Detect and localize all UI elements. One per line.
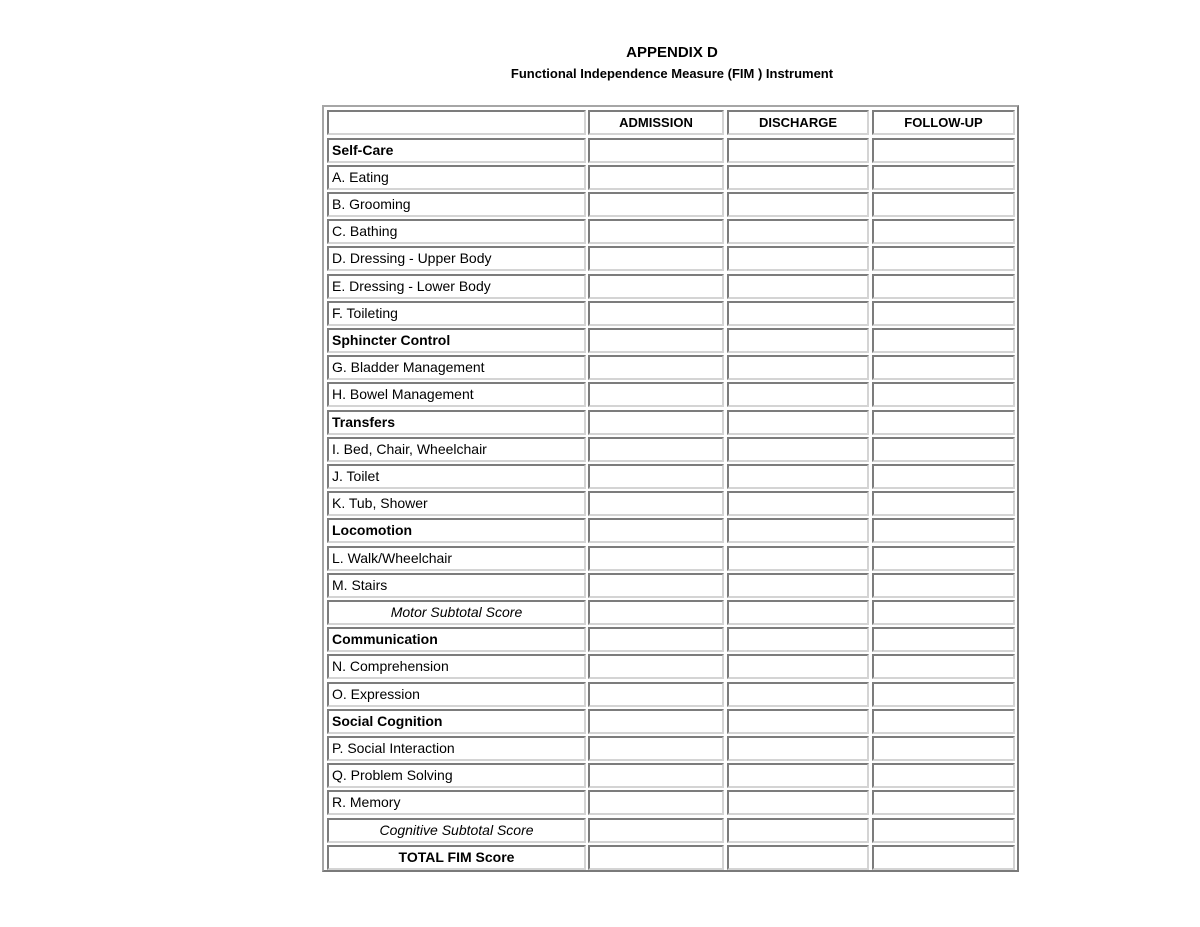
page-subtitle: Functional Independence Measure (FIM ) Instrument [510, 66, 834, 81]
follow-up-score-cell[interactable] [872, 165, 1015, 190]
admission-score-cell[interactable] [588, 491, 724, 516]
discharge-score-cell[interactable] [727, 518, 869, 543]
admission-score-cell[interactable] [588, 246, 724, 271]
admission-score-cell[interactable] [588, 654, 724, 679]
admission-score-cell[interactable] [588, 600, 724, 625]
follow-up-score-cell[interactable] [872, 246, 1015, 271]
discharge-score-cell[interactable] [727, 165, 869, 190]
item-label: P. Social Interaction [327, 736, 586, 761]
follow-up-score-cell[interactable] [872, 600, 1015, 625]
header-follow-up: FOLLOW-UP [872, 110, 1015, 135]
section-label: Social Cognition [327, 709, 586, 734]
follow-up-score-cell[interactable] [872, 355, 1015, 380]
admission-score-cell[interactable] [588, 382, 724, 407]
follow-up-score-cell[interactable] [872, 491, 1015, 516]
admission-score-cell[interactable] [588, 192, 724, 217]
section-label: Communication [327, 627, 586, 652]
follow-up-score-cell[interactable] [872, 573, 1015, 598]
total-label: TOTAL FIM Score [327, 845, 586, 870]
admission-score-cell[interactable] [588, 437, 724, 462]
follow-up-score-cell[interactable] [872, 437, 1015, 462]
admission-score-cell[interactable] [588, 709, 724, 734]
section-label: Sphincter Control [327, 328, 586, 353]
item-label: L. Walk/Wheelchair [327, 546, 586, 571]
section-label: Transfers [327, 410, 586, 435]
follow-up-score-cell[interactable] [872, 219, 1015, 244]
follow-up-score-cell[interactable] [872, 274, 1015, 299]
discharge-score-cell[interactable] [727, 763, 869, 788]
admission-score-cell[interactable] [588, 355, 724, 380]
subtotal-label: Cognitive Subtotal Score [327, 818, 586, 843]
follow-up-score-cell[interactable] [872, 682, 1015, 707]
discharge-score-cell[interactable] [727, 654, 869, 679]
discharge-score-cell[interactable] [727, 464, 869, 489]
follow-up-score-cell[interactable] [872, 709, 1015, 734]
item-label: J. Toilet [327, 464, 586, 489]
item-label: D. Dressing - Upper Body [327, 246, 586, 271]
follow-up-score-cell[interactable] [872, 410, 1015, 435]
discharge-score-cell[interactable] [727, 491, 869, 516]
admission-score-cell[interactable] [588, 790, 724, 815]
discharge-score-cell[interactable] [727, 328, 869, 353]
admission-score-cell[interactable] [588, 410, 724, 435]
item-label: I. Bed, Chair, Wheelchair [327, 437, 586, 462]
discharge-score-cell[interactable] [727, 600, 869, 625]
item-label: F. Toileting [327, 301, 586, 326]
discharge-score-cell[interactable] [727, 736, 869, 761]
item-label: B. Grooming [327, 192, 586, 217]
admission-score-cell[interactable] [588, 464, 724, 489]
admission-score-cell[interactable] [588, 274, 724, 299]
follow-up-score-cell[interactable] [872, 818, 1015, 843]
admission-score-cell[interactable] [588, 627, 724, 652]
follow-up-score-cell[interactable] [872, 845, 1015, 870]
item-label: A. Eating [327, 165, 586, 190]
section-label: Locomotion [327, 518, 586, 543]
header-admission: ADMISSION [588, 110, 724, 135]
discharge-score-cell[interactable] [727, 246, 869, 271]
discharge-score-cell[interactable] [727, 573, 869, 598]
discharge-score-cell[interactable] [727, 410, 869, 435]
discharge-score-cell[interactable] [727, 818, 869, 843]
header-cell-blank [327, 110, 586, 135]
follow-up-score-cell[interactable] [872, 627, 1015, 652]
discharge-score-cell[interactable] [727, 627, 869, 652]
item-label: C. Bathing [327, 219, 586, 244]
discharge-score-cell[interactable] [727, 682, 869, 707]
item-label: K. Tub, Shower [327, 491, 586, 516]
discharge-score-cell[interactable] [727, 138, 869, 163]
admission-score-cell[interactable] [588, 682, 724, 707]
follow-up-score-cell[interactable] [872, 328, 1015, 353]
follow-up-score-cell[interactable] [872, 518, 1015, 543]
admission-score-cell[interactable] [588, 546, 724, 571]
page-title: APPENDIX D [626, 44, 718, 61]
section-label: Self-Care [327, 138, 586, 163]
follow-up-score-cell[interactable] [872, 736, 1015, 761]
item-label: G. Bladder Management [327, 355, 586, 380]
admission-score-cell[interactable] [588, 518, 724, 543]
admission-score-cell[interactable] [588, 165, 724, 190]
discharge-score-cell[interactable] [727, 219, 869, 244]
follow-up-score-cell[interactable] [872, 192, 1015, 217]
admission-score-cell[interactable] [588, 219, 724, 244]
admission-score-cell[interactable] [588, 845, 724, 870]
item-label: M. Stairs [327, 573, 586, 598]
discharge-score-cell[interactable] [727, 192, 869, 217]
discharge-score-cell[interactable] [727, 546, 869, 571]
item-label: Q. Problem Solving [327, 763, 586, 788]
admission-score-cell[interactable] [588, 763, 724, 788]
follow-up-score-cell[interactable] [872, 654, 1015, 679]
admission-score-cell[interactable] [588, 818, 724, 843]
follow-up-score-cell[interactable] [872, 546, 1015, 571]
fim-table [322, 105, 1019, 872]
item-label: O. Expression [327, 682, 586, 707]
follow-up-score-cell[interactable] [872, 464, 1015, 489]
subtotal-label: Motor Subtotal Score [327, 600, 586, 625]
header-discharge: DISCHARGE [727, 110, 869, 135]
admission-score-cell[interactable] [588, 328, 724, 353]
discharge-score-cell[interactable] [727, 355, 869, 380]
follow-up-score-cell[interactable] [872, 138, 1015, 163]
item-label: N. Comprehension [327, 654, 586, 679]
discharge-score-cell[interactable] [727, 382, 869, 407]
discharge-score-cell[interactable] [727, 709, 869, 734]
discharge-score-cell[interactable] [727, 845, 869, 870]
follow-up-score-cell[interactable] [872, 301, 1015, 326]
follow-up-score-cell[interactable] [872, 763, 1015, 788]
admission-score-cell[interactable] [588, 736, 724, 761]
admission-score-cell[interactable] [588, 138, 724, 163]
item-label: E. Dressing - Lower Body [327, 274, 586, 299]
discharge-score-cell[interactable] [727, 437, 869, 462]
admission-score-cell[interactable] [588, 301, 724, 326]
admission-score-cell[interactable] [588, 573, 724, 598]
discharge-score-cell[interactable] [727, 301, 869, 326]
follow-up-score-cell[interactable] [872, 382, 1015, 407]
item-label: H. Bowel Management [327, 382, 586, 407]
follow-up-score-cell[interactable] [872, 790, 1015, 815]
discharge-score-cell[interactable] [727, 790, 869, 815]
discharge-score-cell[interactable] [727, 274, 869, 299]
item-label: R. Memory [327, 790, 586, 815]
